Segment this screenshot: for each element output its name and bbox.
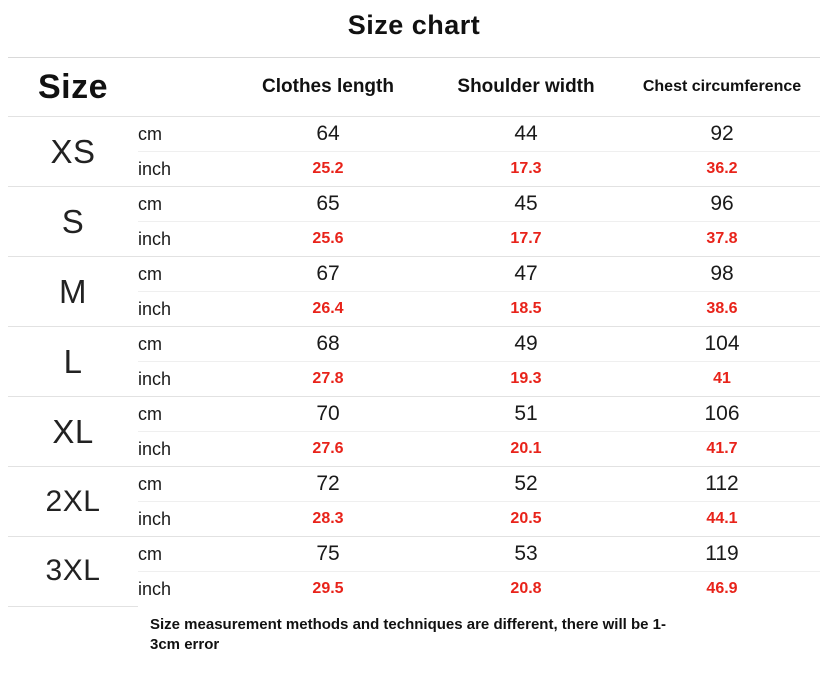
unit-inch: inch [138,432,228,467]
page-title: Size chart [347,10,481,40]
table-row [8,257,820,292]
cell-chest-cm: 96 [624,187,820,222]
unit-cm: cm [138,187,228,222]
cell-length-inch: 27.8 [228,362,428,397]
row-size-label: M [8,257,138,327]
unit-inch: inch [138,578,172,599]
cell-length-cm: 68 [228,327,428,362]
table-row [8,537,820,572]
cell-shoulder-inch: 17.3 [428,152,624,187]
row-size-label: L [8,327,138,397]
header-clothes-length: Clothes length [228,58,428,117]
cell-length-inch: 29.5 [312,580,344,597]
cell-length-cm: 67 [228,257,428,292]
cell-shoulder-cm: 47 [428,257,624,292]
unit-cm: cm [138,257,228,292]
cell-chest-cm: 98 [624,257,820,292]
cell-chest-inch: 37.8 [624,222,820,257]
unit-inch: inch [138,222,228,257]
cell-shoulder-cm: 45 [428,187,624,222]
size-chart-table [8,58,820,607]
cell-length-inch: 25.6 [228,222,428,257]
table-row [8,467,820,502]
cell-length-cm: 64 [228,117,428,152]
cell-chest-cm: 104 [624,327,820,362]
table-row [8,397,820,432]
unit-inch: inch [138,292,228,327]
cell-chest-cm: 119 [624,537,820,572]
cell-shoulder-inch: 20.8 [510,580,542,597]
row-size-label: XL [8,397,138,467]
row-size-label: S [8,187,138,257]
cell-chest-inch: 38.6 [624,292,820,327]
unit-cm: cm [138,537,228,572]
cell-length-inch: 28.3 [228,502,428,537]
header-shoulder-width: Shoulder width [428,58,624,117]
cell-length-inch: 26.4 [228,292,428,327]
cell-chest-inch: 41 [624,362,820,397]
cell-shoulder-inch: 20.5 [428,502,624,537]
unit-cm: cm [138,467,228,502]
unit-inch: inch [138,152,228,187]
cell-shoulder-inch: 18.5 [428,292,624,327]
cell-chest-cm: 92 [624,117,820,152]
cell-shoulder-inch: 20.1 [428,432,624,467]
header-unit-spacer [138,58,228,117]
cell-shoulder-cm: 52 [428,467,624,502]
cell-shoulder-cm: 49 [428,327,624,362]
cell-chest-inch: 36.2 [624,152,820,187]
unit-cm: cm [138,117,228,152]
cell-shoulder-cm: 53 [428,537,624,572]
table-row [8,117,820,152]
header-size: Size [8,58,138,117]
cell-shoulder-inch: 19.3 [428,362,624,397]
measurement-note: Size measurement methods and techniques are different, there will be 1-3cm error [150,615,666,653]
cell-length-cm: 72 [228,467,428,502]
cell-length-inch: 27.6 [228,432,428,467]
row-size-label: 3XL [8,537,138,607]
cell-chest-inch: 44.1 [624,502,820,537]
unit-inch: inch [138,502,228,537]
cell-length-inch: 25.2 [228,152,428,187]
cell-length-cm: 75 [228,537,428,572]
table-header-row [8,58,820,117]
cell-length-cm: 70 [228,397,428,432]
cell-shoulder-cm: 44 [428,117,624,152]
table-row [8,187,820,222]
row-size-label: 2XL [8,467,138,537]
header-chest-circumference: Chest circumference [624,58,820,117]
table-row [8,327,820,362]
cell-shoulder-cm: 51 [428,397,624,432]
unit-cm: cm [138,397,228,432]
row-size-label: XS [8,117,138,187]
unit-inch: inch [138,362,228,397]
cell-chest-inch: 46.9 [706,580,738,597]
cell-length-cm: 65 [228,187,428,222]
cell-chest-cm: 112 [624,467,820,502]
cell-chest-inch: 41.7 [624,432,820,467]
cell-shoulder-inch: 17.7 [428,222,624,257]
cell-chest-cm: 106 [624,397,820,432]
unit-cm: cm [138,327,228,362]
